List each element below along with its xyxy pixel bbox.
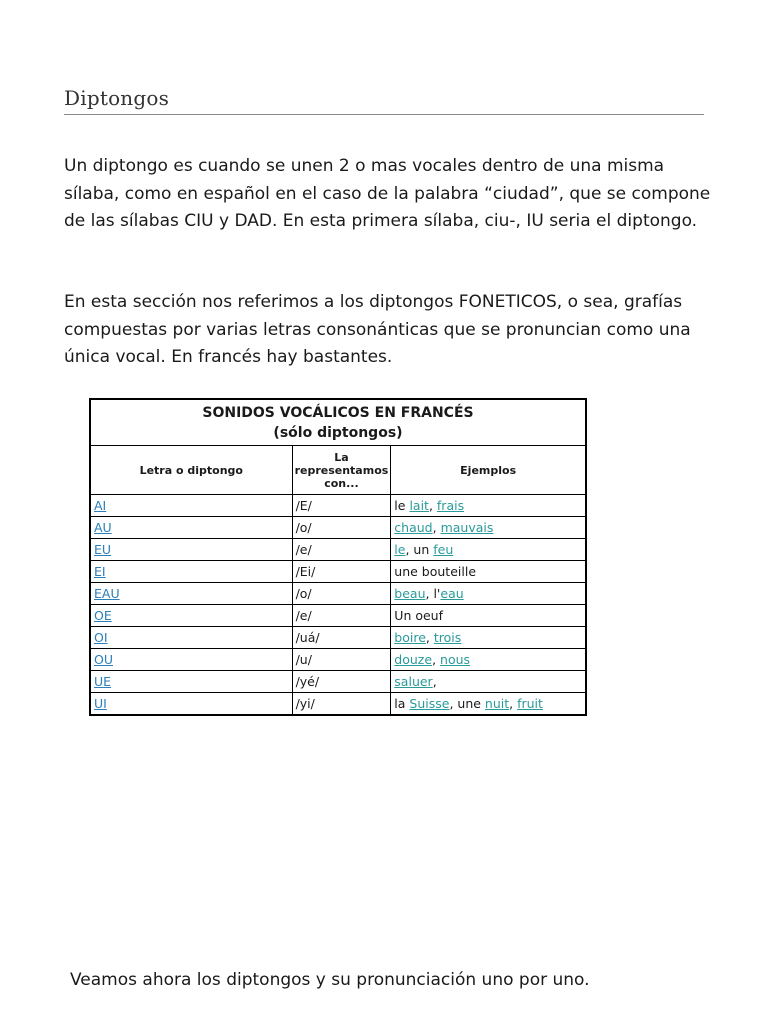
diphthong-cell [90, 539, 292, 561]
sound-cell: /e/ [292, 539, 391, 561]
example-link[interactable]: beau [394, 586, 426, 601]
example-text: , [509, 696, 518, 711]
diphthong-cell [90, 605, 292, 627]
example-link[interactable]: trois [433, 630, 462, 645]
example-link[interactable]: eau [440, 586, 464, 601]
closing-sentence: Veamos ahora los diptongos y su pronunciación uno por uno. [70, 970, 590, 990]
example-link[interactable]: mauvais [440, 520, 494, 535]
sound-cell: /o/ [292, 583, 391, 605]
sound-cell: /uá/ [292, 627, 391, 649]
sound-cell: /u/ [292, 649, 391, 671]
example-link[interactable]: feu [433, 542, 454, 557]
example-text: , [428, 498, 437, 513]
example-text: la [394, 696, 410, 711]
diphthong-link[interactable]: EAU [94, 586, 120, 601]
table-row [90, 517, 586, 539]
diphthong-link[interactable]: OE [94, 608, 112, 623]
section-paragraph: En esta sección nos referimos a los diptongos FONETICOS, o sea, grafías compuestas por varias letras consonánticas que se pronuncian como una única vocal. En francés hay bastantes. [64, 292, 691, 367]
example-text: , [432, 652, 441, 667]
example-link[interactable]: Suisse [409, 696, 450, 711]
example-link[interactable]: nuit [484, 696, 510, 711]
example-text: le [394, 498, 410, 513]
page-heading: Diptongos [64, 86, 704, 115]
example-text: une bouteille [394, 564, 477, 579]
diphthong-link[interactable]: UE [94, 674, 112, 689]
vowel-sounds-table [89, 398, 587, 716]
diphthong-link[interactable]: AI [94, 498, 107, 513]
diphthong-cell [90, 495, 292, 517]
example-link[interactable]: douze [394, 652, 433, 667]
table-row [90, 627, 586, 649]
example-text: , [432, 520, 441, 535]
diphthong-cell [90, 649, 292, 671]
table-row [90, 539, 586, 561]
diphthong-link[interactable]: OU [94, 652, 113, 667]
example-link[interactable]: chaud [394, 520, 433, 535]
example-link[interactable]: fruit [517, 696, 543, 711]
sound-cell: /e/ [292, 605, 391, 627]
example-text: , [432, 674, 437, 689]
examples-cell [391, 649, 586, 671]
example-text: , [425, 630, 434, 645]
example-link[interactable]: boire [394, 630, 426, 645]
sound-cell: /yé/ [292, 671, 391, 693]
example-link[interactable]: le [394, 542, 406, 557]
examples-cell [391, 539, 586, 561]
sound-cell: /o/ [292, 517, 391, 539]
table-row [90, 495, 586, 517]
header-ejemplos: Ejemplos [391, 446, 586, 495]
diphthong-cell [90, 583, 292, 605]
example-link[interactable]: nous [440, 652, 471, 667]
diphthong-cell [90, 671, 292, 693]
table-row [90, 605, 586, 627]
diphthong-cell [90, 561, 292, 583]
table-row [90, 561, 586, 583]
example-text: , un [405, 542, 434, 557]
sound-cell: /Ei/ [292, 561, 391, 583]
table-header-row [90, 446, 586, 495]
examples-cell [391, 495, 586, 517]
table-row [90, 693, 586, 716]
diphthong-cell [90, 693, 292, 716]
example-link[interactable]: frais [436, 498, 465, 513]
table-title [90, 399, 586, 446]
example-text: , l' [425, 586, 441, 601]
table-title-line1: SONIDOS VOCÁLICOS EN FRANCÉS [202, 405, 474, 421]
table-row [90, 671, 586, 693]
examples-cell [391, 561, 586, 583]
diphthong-link[interactable]: AU [94, 520, 112, 535]
header-letra: Letra o diptongo [90, 446, 292, 495]
diphthong-link[interactable]: EI [94, 564, 106, 579]
examples-cell [391, 693, 586, 716]
examples-cell [391, 605, 586, 627]
header-representamos: La representamos con... [292, 446, 391, 495]
sound-cell: /E/ [292, 495, 391, 517]
intro-paragraph: Un diptongo es cuando se unen 2 o mas vocales dentro de una misma sílaba, como en español en el caso de la palabra “ciudad”, que se compone de las sílabas CIU y DAD. En esta primera sílaba, ciu-, IU seria el diptongo. [64, 156, 711, 231]
diphthong-cell [90, 517, 292, 539]
examples-cell [391, 517, 586, 539]
example-link[interactable]: saluer [394, 674, 433, 689]
diphthong-cell [90, 627, 292, 649]
example-text: Un oeuf [394, 608, 444, 623]
sound-cell: /yi/ [292, 693, 391, 716]
diphthong-link[interactable]: OI [94, 630, 108, 645]
table-title-line2: (sólo diptongos) [273, 425, 403, 441]
example-text: , une [449, 696, 485, 711]
table-row [90, 583, 586, 605]
diphthong-link[interactable]: EU [94, 542, 112, 557]
diphthong-link[interactable]: UI [94, 696, 107, 711]
examples-cell [391, 671, 586, 693]
table-row [90, 649, 586, 671]
examples-cell [391, 583, 586, 605]
example-link[interactable]: lait [409, 498, 429, 513]
examples-cell [391, 627, 586, 649]
